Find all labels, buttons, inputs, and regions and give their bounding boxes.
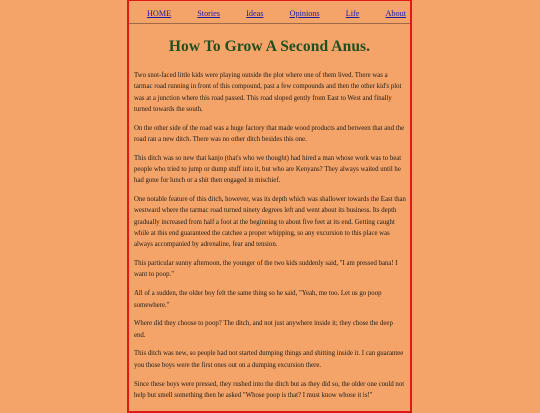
nav-opinions-link[interactable]: Opinions (289, 9, 320, 18)
nav-ideas-link[interactable]: Ideas (246, 9, 264, 18)
paragraph: This ditch was so new that kanjo (that's who we thought) had hired a man whose work was to beat people who tried to jump or dump stuff into it, but who are Kenyans? They always waited until he had gone for lunch or a shit then engaged in mischief. (134, 154, 402, 185)
paragraph: All of a sudden, the older boy felt the same thing so he said, "Yeah, me too. Let us go poop somewhere." (134, 290, 382, 309)
paragraph: One notable feature of this ditch, however, was its depth which was shallower towards the East than westward where the tarmac road turned ninety degrees left and went about its business. Its depth gradually increased from half a foot at the beginning to about five feet at its end. Getting caught while at this end guaranteed the catchee a proper whipping, so any excursion to this place was always accompanied by adrenaline, fear and tension. (134, 196, 406, 249)
top-nav (129, 1, 410, 24)
paragraph: Since these boys were pressed, they rushed into the ditch but as they did so, the older one could not help but smell something then he asked "Whose poop is that? I must know whose it is!" (134, 380, 405, 399)
paragraph: Two snot-faced little kids were playing outside the plot where one of them lived. There was a tarmac road running in front of this compound, past a few compounds and then the other kid's plot was at a junction where this road passed. This road sloped gently from East to West and finally turned towards the south. (134, 72, 402, 113)
article-body (129, 70, 410, 401)
page-title: How To Grow A Second Anus. (168, 38, 371, 55)
nav-home-link[interactable]: HOME (147, 9, 172, 18)
nav-about-link[interactable]: About (385, 9, 406, 18)
nav-stories-link[interactable]: Stories (197, 9, 220, 18)
page-container (127, 0, 412, 413)
paragraph: On the other side of the road was a huge factory that made wood products and between that and the road ran a new ditch. There was no other ditch besides this one. (134, 124, 405, 143)
nav-life-link[interactable]: Life (345, 9, 360, 18)
paragraph: This ditch was new, so people had not started dumping things and shitting inside it. I can guarantee you those boys were the first ones out on a dumping excursion there. (134, 350, 404, 369)
paragraph: Where did they choose to poop? The ditch, and not just anywhere inside it; they chose the deep end. (134, 320, 393, 339)
paragraph: This particular sunny afternoon, the younger of the two kids suddenly said, "I am pressed bana! I want to poop." (134, 260, 398, 279)
